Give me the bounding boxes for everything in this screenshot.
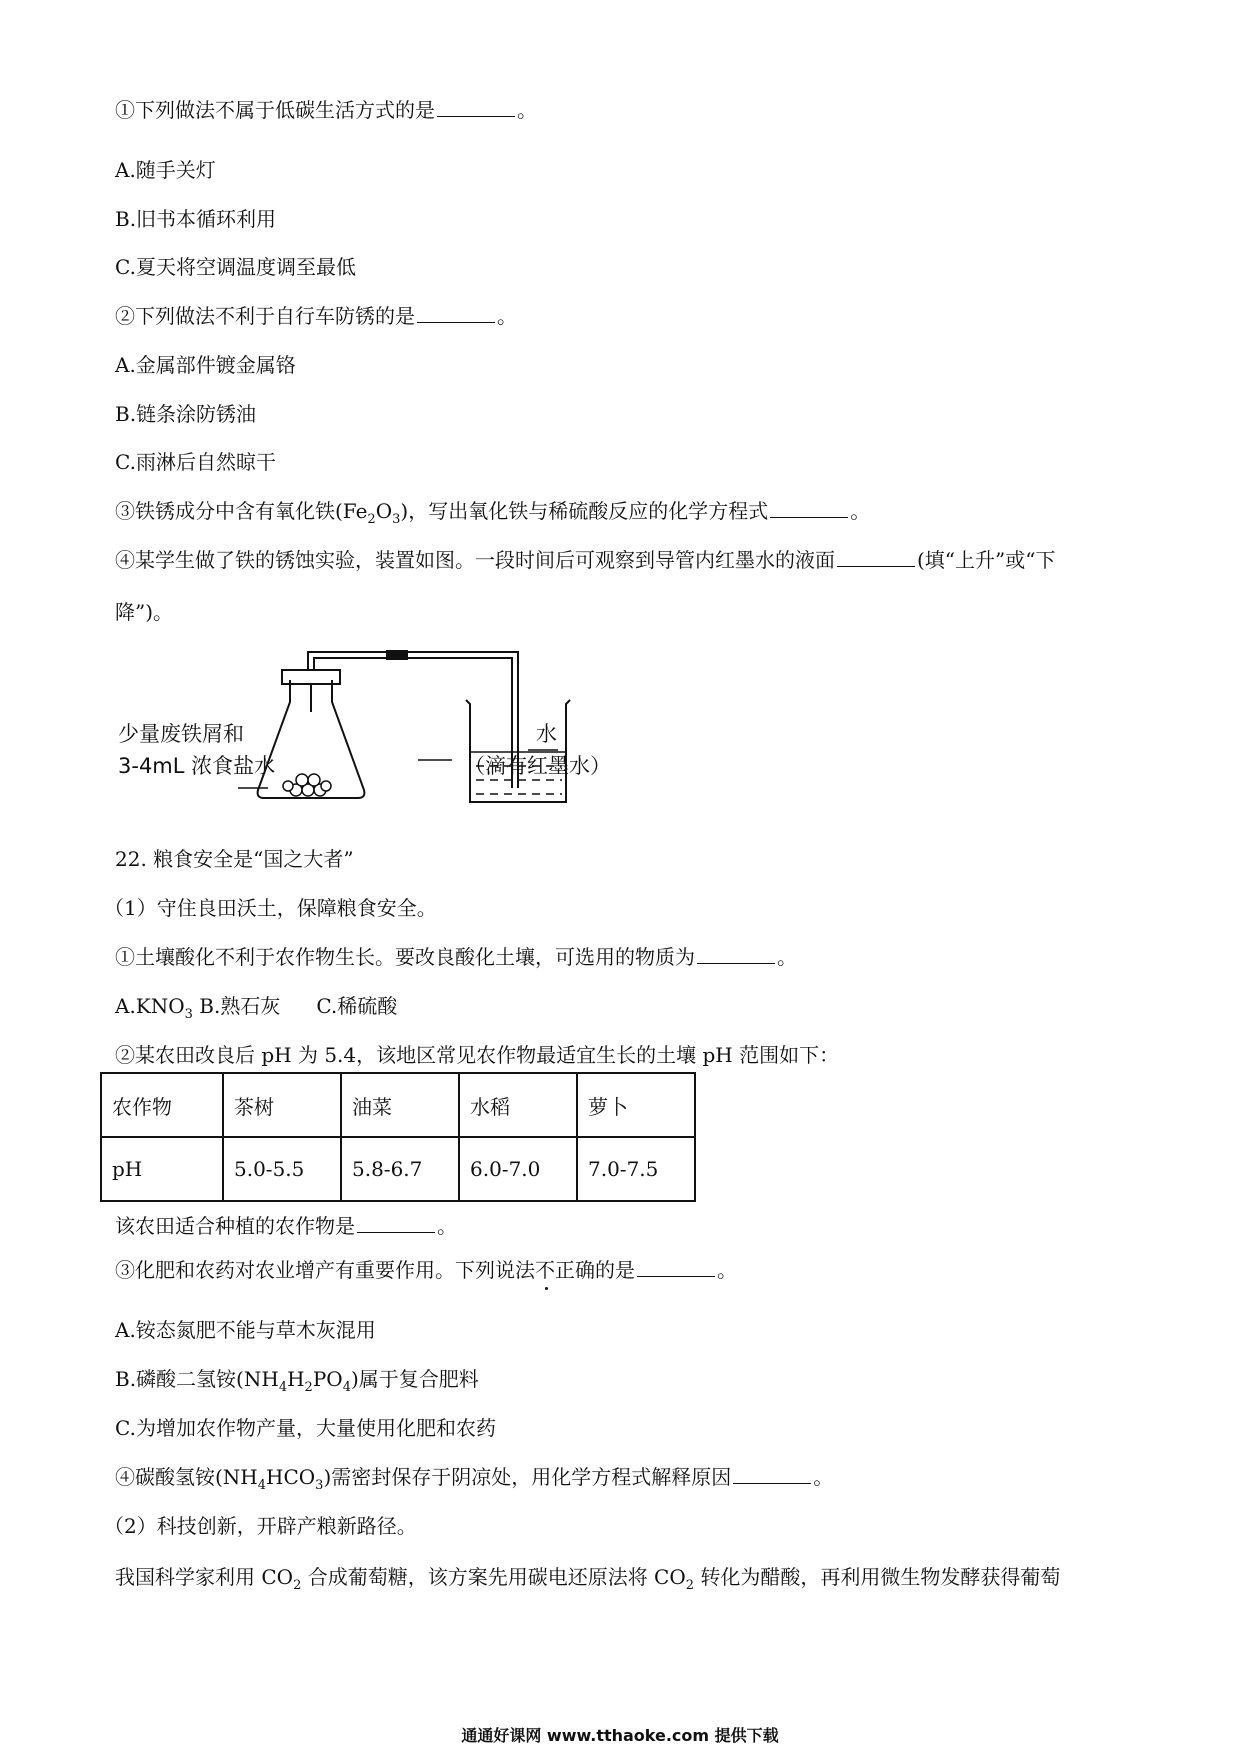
table-cell: 7.0-7.5: [577, 1137, 695, 1201]
answer-blank[interactable]: [733, 1465, 811, 1484]
q22-sub3-option-a: A.铵态氮肥不能与草木灰混用: [115, 1318, 376, 1342]
table-cell: 萝卜: [577, 1073, 695, 1137]
q22-sub3-option-b: B.磷酸二氢铵$(NH_4H_2PO_4)$属于复合肥料: [115, 1367, 479, 1395]
q21-sub2-option-a: A.金属部件镀金属铬: [115, 353, 296, 377]
figure-label-saltwater: 3-4mL 浓食盐水: [118, 754, 276, 778]
q22-sub4: ④碳酸氢铵$(NH_4HCO_3)$需密封保存于阴凉处，用化学方程式解释原因 。: [115, 1465, 834, 1493]
table-cell: 农作物: [101, 1073, 223, 1137]
rust-experiment-figure: [118, 640, 638, 814]
q22-title: 22. 粮食安全是“国之大者”: [115, 847, 354, 871]
table-cell: pH: [101, 1137, 223, 1201]
q21-sub4-line2: 降”)。: [115, 600, 174, 624]
answer-blank[interactable]: [837, 548, 915, 567]
table-cell: 油菜: [341, 1073, 459, 1137]
q22-sub3: ③化肥和农药对农业增产有重要作用。下列说法不正确的是 。: [115, 1258, 737, 1282]
iron-filings: [283, 774, 331, 796]
table-row: [101, 1137, 695, 1201]
q21-sub2: ②下列做法不利于自行车防锈的是 。: [115, 304, 517, 328]
table-row: [101, 1073, 695, 1137]
figure-label-water: 水: [536, 722, 557, 746]
q22-sub3-option-c: C.为增加农作物产量，大量使用化肥和农药: [115, 1416, 496, 1440]
q21-sub3: ③铁锈成分中含有氧化铁$(Fe_2O_3)$，写出氧化铁与稀硫酸反应的化学方程式 。: [115, 499, 871, 527]
q21-sub2-option-c: C.雨淋后自然晾干: [115, 450, 276, 474]
q21-sub1-option-a: A.随手关灯: [115, 158, 216, 182]
q21-sub4: ④某学生做了铁的锈蚀实验，装置如图。一段时间后可观察到导管内红墨水的液面 (填“上升”或“下: [115, 548, 1056, 572]
table-cell: 茶树: [223, 1073, 341, 1137]
footer-watermark: 通通好课网 www.tthaoke.com 提供下载: [461, 1726, 779, 1745]
q21-sub1: ①下列做法不属于低碳生活方式的是 。: [115, 98, 537, 122]
emphasis-dot: 不: [535, 1258, 555, 1282]
q21-sub1-option-c: C.夏天将空调温度调至最低: [115, 255, 356, 279]
table-cell: 5.8-6.7: [341, 1137, 459, 1201]
answer-blank[interactable]: [697, 945, 775, 964]
table-cell: 5.0-5.5: [223, 1137, 341, 1201]
q21-sub1-option-b: B.旧书本循环利用: [115, 207, 277, 231]
answer-blank[interactable]: [437, 98, 515, 117]
q22-sub2: ②某农田改良后 pH 为 5.4，该地区常见农作物最适宜生长的土壤 pH 范围如下：: [115, 1043, 840, 1067]
ph-table: [100, 1072, 696, 1202]
q22-sub2-question: 该农田适合种植的农作物是 。: [115, 1214, 457, 1238]
q21-sub2-option-b: B.链条涂防锈油: [115, 402, 257, 426]
q22-sub1: ①土壤酸化不利于农作物生长。要改良酸化土壤，可选用的物质为 。: [115, 945, 797, 969]
answer-blank[interactable]: [417, 304, 495, 323]
answer-blank[interactable]: [770, 499, 848, 518]
q22-part2: （2）科技创新，开辟产粮新路径。: [104, 1514, 417, 1538]
q22-part1: （1）守住良田沃土，保障粮食安全。: [104, 896, 437, 920]
answer-blank[interactable]: [357, 1214, 435, 1233]
answer-blank[interactable]: [637, 1258, 715, 1277]
rubber-connector: [386, 650, 408, 660]
figure-label-iron: 少量废铁屑和: [118, 722, 244, 746]
table-cell: 水稻: [459, 1073, 577, 1137]
figure-label-red-ink: （滴有红墨水）: [464, 754, 611, 778]
q22-sub1-options: $A.KNO_3$ B.熟石灰 C.稀硫酸: [115, 994, 398, 1022]
q22-last-paragraph: 我国科学家利用 $CO_2$ 合成葡萄糖，该方案先用碳电还原法将 $CO_2$ 转化为醋酸，再利用微生物发酵获得葡萄: [115, 1565, 1061, 1593]
table-cell: 6.0-7.0: [459, 1137, 577, 1201]
